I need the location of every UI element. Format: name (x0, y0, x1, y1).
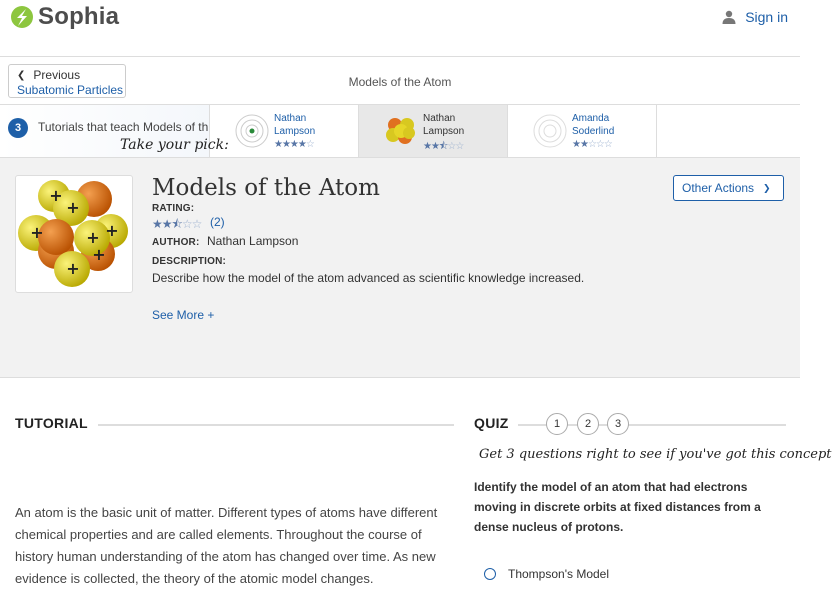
tutorial-author-first: Nathan (423, 113, 456, 124)
see-more-link[interactable]: See More + (152, 308, 215, 322)
quiz-question-1-button[interactable]: 1 (546, 413, 568, 435)
description-label: DESCRIPTION: (152, 256, 227, 267)
brand-name: Sophia (38, 3, 120, 30)
svg-text:+: + (92, 245, 106, 264)
navigation-row (0, 57, 800, 104)
tutorial-author-first: Amanda (572, 113, 610, 124)
description-text: Describe how the model of the atom advanced as scientific knowledge increased. (152, 271, 585, 285)
tutorial-author-last: Lampson (423, 126, 465, 137)
svg-text:+: + (86, 228, 100, 247)
tutorial-title: Models of the Atom (152, 175, 380, 201)
sign-in-link[interactable] (722, 9, 788, 25)
rating-label: RATING: (152, 203, 195, 214)
sophia-logo-icon (10, 4, 34, 30)
tutorial-info-panel (0, 158, 800, 378)
quiz-option[interactable] (484, 567, 609, 581)
take-your-pick-text: Take your pick: (120, 137, 229, 153)
quiz-question-3-button[interactable]: 3 (607, 413, 629, 435)
chevron-left-icon: ❮ (17, 69, 26, 81)
atom-orbit-icon (532, 113, 568, 149)
svg-text:+: + (49, 186, 63, 205)
tutorial-picker-strip (0, 104, 800, 158)
tutorial-author-last: Soderlind (572, 126, 615, 137)
tutorial-author (572, 112, 614, 138)
tutorial-body-text: An atom is the basic unit of matter. Different types of atoms have different chemical properties and are called elements. Throughout the course of history human understanding of the atom has changed over time. As new evidence is collected, the theory of the atomic model changes. (15, 505, 438, 586)
tutorial-author-first: Nathan (274, 113, 307, 124)
quiz-question-2-button[interactable]: 2 (577, 413, 599, 435)
tutorial-count-badge: 3 (8, 118, 28, 138)
tutorial-author-last: Lampson (274, 126, 316, 137)
other-actions-button[interactable] (673, 175, 784, 201)
tutorial-count-text: Tutorials that teach Models of th (38, 120, 209, 134)
tutorial-card[interactable] (508, 105, 657, 157)
tutorial-card-active[interactable] (359, 105, 508, 157)
svg-text:+: + (30, 223, 44, 242)
author-name: Nathan Lampson (207, 234, 299, 248)
page-title: Models of the Atom (348, 75, 452, 89)
chevron-down-icon: ❯ (763, 182, 771, 193)
tutorial-rating-stars: ★★⯪☆☆ (423, 141, 464, 152)
atom-orbit-icon (234, 113, 270, 149)
tutorial-author (274, 112, 315, 138)
tutorial-rating-stars: ★★★★☆ (274, 139, 314, 150)
previous-tutorial-link[interactable]: Subatomic Particles (17, 83, 124, 97)
svg-text:+: + (105, 221, 119, 240)
other-actions-label: Other Actions (682, 181, 755, 195)
sign-in-label: Sign in (745, 9, 788, 25)
svg-text:+: + (66, 259, 80, 278)
quiz-heading: QUIZ (474, 415, 509, 431)
svg-text:+: + (66, 198, 80, 217)
author-label: AUTHOR: (152, 237, 200, 248)
tutorial-divider (98, 424, 454, 426)
quiz-tagline: Get 3 questions right to see if you've got this concept (479, 447, 832, 462)
tutorial-rating-stars: ★★☆☆☆ (572, 139, 612, 150)
tutorial-count-panel (0, 105, 229, 157)
tutorial-heading: TUTORIAL (15, 415, 88, 431)
quiz-question-text: Identify the model of an atom that had electrons moving in discrete orbits at fixed distances from a dense nucleus of protons. (474, 480, 761, 534)
tutorial-thumbnail (15, 175, 133, 293)
tutorial-card[interactable] (210, 105, 359, 157)
quiz-option-label: Thompson's Model (508, 567, 610, 581)
nucleus-icon (16, 176, 134, 294)
tutorial-author (423, 112, 464, 138)
nucleus-icon (383, 113, 419, 149)
top-header (0, 0, 800, 57)
previous-label: Previous (33, 68, 81, 82)
radio-button[interactable] (484, 568, 496, 580)
rating-stars[interactable]: ★★⯪☆☆ (152, 217, 202, 231)
rating-count[interactable]: (2) (210, 215, 225, 229)
sophia-logo[interactable] (10, 3, 119, 31)
user-icon (722, 10, 736, 24)
